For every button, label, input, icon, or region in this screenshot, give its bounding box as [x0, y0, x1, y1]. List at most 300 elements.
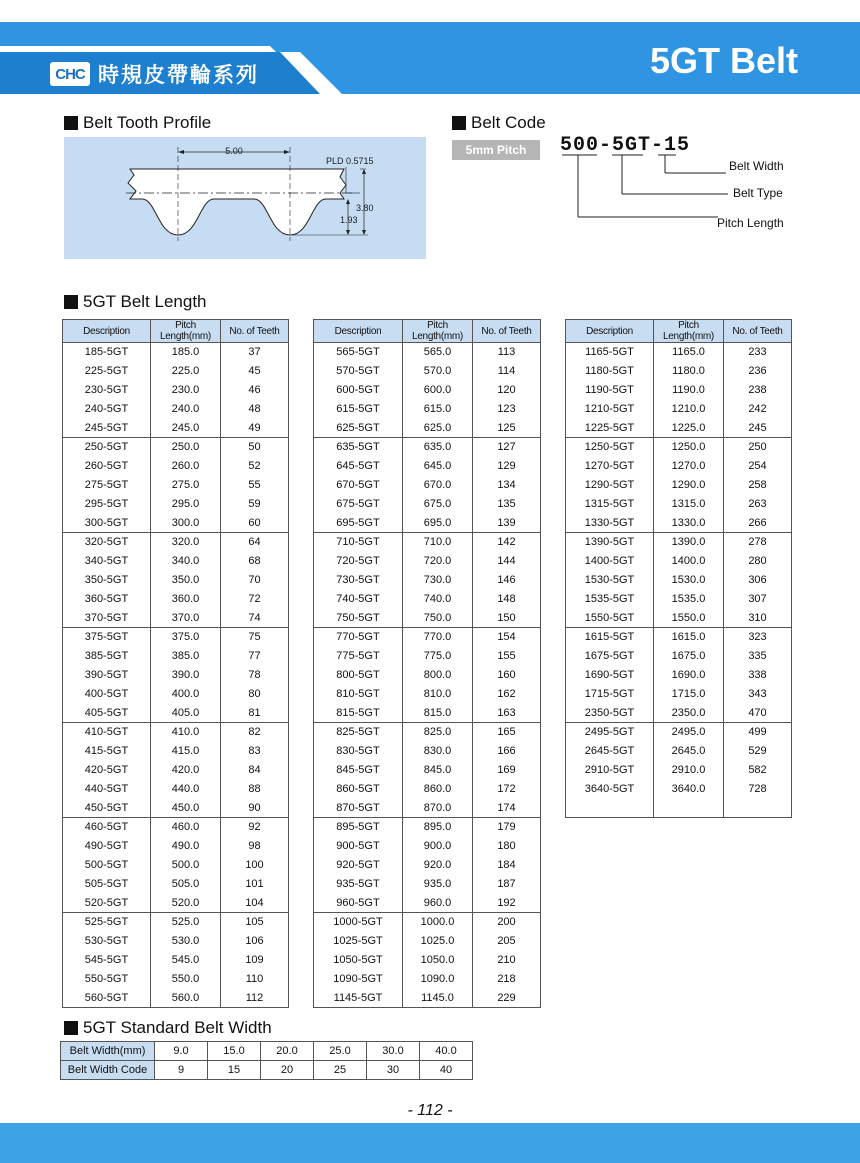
description-cell: 670-5GT	[314, 476, 403, 495]
description-cell: 740-5GT	[314, 590, 403, 609]
teeth-cell: 112	[221, 989, 289, 1008]
table-row	[566, 780, 792, 799]
pitch-length-cell: 845.0	[403, 761, 473, 780]
pitch-length-cell: 1210.0	[654, 400, 724, 419]
table-row	[63, 742, 289, 761]
pitch-length-cell: 710.0	[403, 533, 473, 552]
pitch-length-cell: 695.0	[403, 514, 473, 533]
description-cell: 245-5GT	[63, 419, 151, 438]
table-row	[314, 837, 541, 856]
table-row	[314, 970, 541, 989]
description-cell: 1250-5GT	[566, 438, 654, 457]
teeth-cell: 146	[473, 571, 541, 590]
description-cell: 1025-5GT	[314, 932, 403, 951]
table-row	[63, 419, 289, 438]
teeth-cell: 310	[724, 609, 792, 628]
table-row	[566, 799, 792, 818]
teeth-cell: 169	[473, 761, 541, 780]
heading-bullet	[452, 116, 466, 130]
description-cell: 1000-5GT	[314, 913, 403, 932]
description-cell: 615-5GT	[314, 400, 403, 419]
description-cell: 275-5GT	[63, 476, 151, 495]
table-row	[63, 552, 289, 571]
table-row	[566, 457, 792, 476]
pitch-length-cell: 625.0	[403, 419, 473, 438]
description-cell: 225-5GT	[63, 362, 151, 381]
teeth-cell: 88	[221, 780, 289, 799]
table-row	[63, 609, 289, 628]
footer-bar	[0, 1123, 860, 1163]
pitch-length-cell: 1715.0	[654, 685, 724, 704]
table-row	[314, 628, 541, 647]
description-cell: 675-5GT	[314, 495, 403, 514]
pitch-length-cell: 525.0	[151, 913, 221, 932]
table-row	[314, 761, 541, 780]
description-cell: 300-5GT	[63, 514, 151, 533]
table-row	[314, 666, 541, 685]
table-row	[566, 476, 792, 495]
pitch-length-cell: 935.0	[403, 875, 473, 894]
pitch-length-cell: 1390.0	[654, 533, 724, 552]
description-cell: 1165-5GT	[566, 343, 654, 362]
teeth-cell: 148	[473, 590, 541, 609]
table-row	[63, 932, 289, 951]
pitch-length-cell: 420.0	[151, 761, 221, 780]
col-description: Description	[566, 320, 654, 343]
table-row	[566, 742, 792, 761]
description-cell: 360-5GT	[63, 590, 151, 609]
pitch-length-cell: 675.0	[403, 495, 473, 514]
pitch-length-cell: 320.0	[151, 533, 221, 552]
width-code-cell: 20	[261, 1061, 314, 1080]
pitch-badge: 5mm Pitch	[452, 140, 540, 160]
pitch-length-cell: 400.0	[151, 685, 221, 704]
pitch-length-cell: 295.0	[151, 495, 221, 514]
pitch-length-cell: 340.0	[151, 552, 221, 571]
description-cell: 570-5GT	[314, 362, 403, 381]
description-cell: 2645-5GT	[566, 742, 654, 761]
teeth-cell: 335	[724, 647, 792, 666]
pitch-length-cell: 3640.0	[654, 780, 724, 799]
teeth-cell: 160	[473, 666, 541, 685]
table-row	[63, 343, 289, 362]
table-row	[314, 533, 541, 552]
description-cell: 340-5GT	[63, 552, 151, 571]
table-row	[63, 780, 289, 799]
description-cell: 530-5GT	[63, 932, 151, 951]
pitch-length-cell: 1615.0	[654, 628, 724, 647]
table-row	[63, 989, 289, 1008]
teeth-cell: 60	[221, 514, 289, 533]
table-row	[63, 400, 289, 419]
description-cell: 750-5GT	[314, 609, 403, 628]
table-row	[63, 894, 289, 913]
teeth-cell: 142	[473, 533, 541, 552]
teeth-cell: 106	[221, 932, 289, 951]
description-cell: 730-5GT	[314, 571, 403, 590]
table-row	[566, 647, 792, 666]
tooth-profile-diagram	[64, 137, 426, 259]
table-row	[314, 647, 541, 666]
pitch-length-cell: 350.0	[151, 571, 221, 590]
pitch-length-cell: 500.0	[151, 856, 221, 875]
page-number: - 112 -	[407, 1102, 453, 1119]
teeth-cell: 236	[724, 362, 792, 381]
teeth-cell: 250	[724, 438, 792, 457]
pitch-length-cell: 530.0	[151, 932, 221, 951]
col-description: Description	[63, 320, 151, 343]
teeth-cell: 64	[221, 533, 289, 552]
col-pitch-length: Pitch Length(mm)	[654, 320, 724, 343]
belt-type-label: Belt Type	[733, 186, 783, 200]
description-cell: 1225-5GT	[566, 419, 654, 438]
teeth-cell: 245	[724, 419, 792, 438]
table-row	[314, 913, 541, 932]
teeth-cell: 174	[473, 799, 541, 818]
teeth-cell: 52	[221, 457, 289, 476]
teeth-cell: 134	[473, 476, 541, 495]
pitch-length-cell: 1025.0	[403, 932, 473, 951]
description-cell: 390-5GT	[63, 666, 151, 685]
table-row	[63, 704, 289, 723]
table-row	[566, 685, 792, 704]
table-row	[63, 628, 289, 647]
teeth-cell: 233	[724, 343, 792, 362]
description-cell: 895-5GT	[314, 818, 403, 837]
pitch-length-cell: 815.0	[403, 704, 473, 723]
table-row	[566, 704, 792, 723]
teeth-cell: 229	[473, 989, 541, 1008]
teeth-cell: 144	[473, 552, 541, 571]
width-code-cell: 30	[367, 1061, 420, 1080]
pitch-length-cell: 275.0	[151, 476, 221, 495]
teeth-cell: 263	[724, 495, 792, 514]
tooth-profile-heading-text: Belt Tooth Profile	[83, 113, 212, 132]
pitch-length-cell: 225.0	[151, 362, 221, 381]
width-cell: 30.0	[367, 1042, 420, 1061]
description-cell: 185-5GT	[63, 343, 151, 362]
table-row	[63, 438, 289, 457]
description-cell: 1145-5GT	[314, 989, 403, 1008]
pitch-length-cell: 740.0	[403, 590, 473, 609]
table-row	[314, 419, 541, 438]
teeth-cell: 98	[221, 837, 289, 856]
table-row	[314, 875, 541, 894]
description-cell: 240-5GT	[63, 400, 151, 419]
teeth-cell: 323	[724, 628, 792, 647]
table-row	[314, 951, 541, 970]
description-cell: 350-5GT	[63, 571, 151, 590]
pitch-length-cell: 1250.0	[654, 438, 724, 457]
table-row	[314, 609, 541, 628]
table-row	[314, 685, 541, 704]
description-cell: 1615-5GT	[566, 628, 654, 647]
belt-code-heading	[452, 113, 546, 133]
belt-width-heading	[64, 1018, 272, 1038]
table-row	[314, 723, 541, 742]
teeth-cell: 258	[724, 476, 792, 495]
width-code-cell: 9	[155, 1061, 208, 1080]
teeth-cell: 150	[473, 609, 541, 628]
teeth-cell: 218	[473, 970, 541, 989]
description-cell: 935-5GT	[314, 875, 403, 894]
pitch-length-cell: 920.0	[403, 856, 473, 875]
teeth-cell: 55	[221, 476, 289, 495]
table-row	[566, 533, 792, 552]
description-cell: 695-5GT	[314, 514, 403, 533]
width-cell: 15.0	[208, 1042, 261, 1061]
table-row	[566, 343, 792, 362]
pitch-length-cell: 565.0	[403, 343, 473, 362]
belt-code-heading-text: Belt Code	[471, 113, 546, 132]
description-cell: 710-5GT	[314, 533, 403, 552]
teeth-cell: 172	[473, 780, 541, 799]
description-cell: 635-5GT	[314, 438, 403, 457]
description-cell: 1715-5GT	[566, 685, 654, 704]
pitch-length-cell: 1530.0	[654, 571, 724, 590]
teeth-cell: 529	[724, 742, 792, 761]
description-cell: 900-5GT	[314, 837, 403, 856]
teeth-cell: 45	[221, 362, 289, 381]
description-cell: 1210-5GT	[566, 400, 654, 419]
table-row	[63, 799, 289, 818]
pitch-length-cell: 1330.0	[654, 514, 724, 533]
pitch-length-cell: 245.0	[151, 419, 221, 438]
table-row	[566, 438, 792, 457]
width-cell: 40.0	[420, 1042, 473, 1061]
pitch-length-cell: 1290.0	[654, 476, 724, 495]
description-cell: 810-5GT	[314, 685, 403, 704]
pitch-length-cell: 1225.0	[654, 419, 724, 438]
table-row	[63, 875, 289, 894]
description-cell: 405-5GT	[63, 704, 151, 723]
description-cell: 560-5GT	[63, 989, 151, 1008]
pitch-length-cell: 390.0	[151, 666, 221, 685]
pitch-length-cell	[654, 799, 724, 818]
pitch-length-cell: 1400.0	[654, 552, 724, 571]
teeth-cell: 187	[473, 875, 541, 894]
teeth-cell: 210	[473, 951, 541, 970]
belt-length-heading	[64, 292, 207, 312]
description-cell: 440-5GT	[63, 780, 151, 799]
description-cell: 1675-5GT	[566, 647, 654, 666]
pitch-length-cell: 2495.0	[654, 723, 724, 742]
description-cell: 490-5GT	[63, 837, 151, 856]
width-cell: 20.0	[261, 1042, 314, 1061]
table-row	[314, 400, 541, 419]
teeth-cell: 200	[473, 913, 541, 932]
height-dimension: 3.80	[356, 203, 374, 213]
pitch-length-cell: 570.0	[403, 362, 473, 381]
belt-length-table-2	[313, 319, 541, 1008]
pitch-length-label: Pitch Length	[717, 216, 784, 230]
pitch-length-cell: 1180.0	[654, 362, 724, 381]
belt-width-heading-text: 5GT Standard Belt Width	[83, 1018, 272, 1037]
teeth-cell: 46	[221, 381, 289, 400]
pitch-length-cell: 1270.0	[654, 457, 724, 476]
table-row	[566, 723, 792, 742]
tooth-profile-drawing	[64, 137, 426, 259]
width-row	[61, 1042, 473, 1061]
table-row	[63, 362, 289, 381]
pitch-length-cell: 1165.0	[654, 343, 724, 362]
teeth-cell: 84	[221, 761, 289, 780]
col-teeth: No. of Teeth	[221, 320, 289, 343]
belt-length-table-1	[62, 319, 289, 1008]
table-row	[63, 837, 289, 856]
width-code-cell: 15	[208, 1061, 261, 1080]
table-row	[314, 552, 541, 571]
width-cell: 9.0	[155, 1042, 208, 1061]
pitch-length-cell: 1190.0	[654, 381, 724, 400]
width-code-cell: 25	[314, 1061, 367, 1080]
width-code-row	[61, 1061, 473, 1080]
teeth-cell: 101	[221, 875, 289, 894]
table-row	[566, 761, 792, 780]
description-cell: 1390-5GT	[566, 533, 654, 552]
table-row	[314, 818, 541, 837]
teeth-cell: 50	[221, 438, 289, 457]
description-cell: 260-5GT	[63, 457, 151, 476]
description-cell: 1690-5GT	[566, 666, 654, 685]
col-teeth: No. of Teeth	[473, 320, 541, 343]
teeth-cell: 238	[724, 381, 792, 400]
pitch-length-cell: 730.0	[403, 571, 473, 590]
pitch-length-cell: 670.0	[403, 476, 473, 495]
table-row	[63, 571, 289, 590]
teeth-cell: 129	[473, 457, 541, 476]
pitch-length-cell: 505.0	[151, 875, 221, 894]
table-row	[314, 590, 541, 609]
pitch-length-cell: 560.0	[151, 989, 221, 1008]
table-row	[566, 628, 792, 647]
teeth-cell: 155	[473, 647, 541, 666]
teeth-cell: 90	[221, 799, 289, 818]
description-cell: 1180-5GT	[566, 362, 654, 381]
company-logo: CHC	[50, 62, 90, 86]
table-row	[63, 761, 289, 780]
pitch-length-cell: 900.0	[403, 837, 473, 856]
teeth-cell: 104	[221, 894, 289, 913]
teeth-cell: 109	[221, 951, 289, 970]
description-cell: 770-5GT	[314, 628, 403, 647]
table-row	[566, 400, 792, 419]
teeth-cell: 72	[221, 590, 289, 609]
pitch-length-cell: 2910.0	[654, 761, 724, 780]
pitch-length-cell: 2645.0	[654, 742, 724, 761]
description-cell: 920-5GT	[314, 856, 403, 875]
teeth-cell: 307	[724, 590, 792, 609]
table-row	[566, 495, 792, 514]
description-cell: 1090-5GT	[314, 970, 403, 989]
teeth-cell: 470	[724, 704, 792, 723]
description-cell: 545-5GT	[63, 951, 151, 970]
pitch-length-cell: 770.0	[403, 628, 473, 647]
teeth-cell: 154	[473, 628, 541, 647]
pitch-length-cell: 550.0	[151, 970, 221, 989]
teeth-cell: 254	[724, 457, 792, 476]
description-cell: 375-5GT	[63, 628, 151, 647]
table-row	[63, 970, 289, 989]
belt-length-table-3	[565, 319, 792, 818]
col-pitch-length: Pitch Length(mm)	[403, 320, 473, 343]
pitch-length-cell: 750.0	[403, 609, 473, 628]
teeth-cell: 139	[473, 514, 541, 533]
teeth-cell: 179	[473, 818, 541, 837]
description-cell: 800-5GT	[314, 666, 403, 685]
belt-code-example: 500-5GT-15	[560, 134, 691, 157]
pitch-length-cell: 520.0	[151, 894, 221, 913]
description-cell: 420-5GT	[63, 761, 151, 780]
teeth-cell: 135	[473, 495, 541, 514]
table-row	[63, 685, 289, 704]
description-cell: 860-5GT	[314, 780, 403, 799]
pitch-length-cell: 1550.0	[654, 609, 724, 628]
description-cell: 830-5GT	[314, 742, 403, 761]
pitch-length-cell: 1000.0	[403, 913, 473, 932]
belt-width-label: Belt Width	[729, 159, 784, 173]
teeth-cell: 242	[724, 400, 792, 419]
description-cell: 500-5GT	[63, 856, 151, 875]
pitch-length-cell: 825.0	[403, 723, 473, 742]
teeth-cell: 83	[221, 742, 289, 761]
pitch-length-cell: 1145.0	[403, 989, 473, 1008]
heading-bullet	[64, 295, 78, 309]
teeth-cell: 75	[221, 628, 289, 647]
table-row	[314, 989, 541, 1008]
description-cell	[566, 799, 654, 818]
description-cell: 1050-5GT	[314, 951, 403, 970]
pitch-length-cell: 460.0	[151, 818, 221, 837]
description-cell: 870-5GT	[314, 799, 403, 818]
pitch-length-cell: 720.0	[403, 552, 473, 571]
teeth-cell: 162	[473, 685, 541, 704]
table-row	[314, 932, 541, 951]
table-row	[566, 609, 792, 628]
teeth-cell: 100	[221, 856, 289, 875]
table-row	[63, 818, 289, 837]
pitch-length-cell: 1535.0	[654, 590, 724, 609]
teeth-cell: 343	[724, 685, 792, 704]
table-row	[63, 723, 289, 742]
pitch-length-cell: 2350.0	[654, 704, 724, 723]
table-row	[566, 362, 792, 381]
table-row	[63, 533, 289, 552]
pitch-length-cell: 615.0	[403, 400, 473, 419]
description-cell: 525-5GT	[63, 913, 151, 932]
teeth-cell: 92	[221, 818, 289, 837]
pitch-length-cell: 775.0	[403, 647, 473, 666]
tooth-dimension: 1.93	[340, 215, 358, 225]
pitch-length-cell: 1090.0	[403, 970, 473, 989]
teeth-cell: 82	[221, 723, 289, 742]
description-cell: 385-5GT	[63, 647, 151, 666]
description-cell: 1530-5GT	[566, 571, 654, 590]
table-row	[314, 856, 541, 875]
teeth-cell: 180	[473, 837, 541, 856]
teeth-cell: 110	[221, 970, 289, 989]
table-row	[314, 343, 541, 362]
table-row	[63, 457, 289, 476]
page-title: 5GT Belt	[649, 40, 798, 81]
teeth-cell: 582	[724, 761, 792, 780]
table-row	[314, 381, 541, 400]
col-description: Description	[314, 320, 403, 343]
teeth-cell: 163	[473, 704, 541, 723]
belt-length-heading-text: 5GT Belt Length	[83, 292, 207, 311]
pitch-length-cell: 300.0	[151, 514, 221, 533]
teeth-cell: 48	[221, 400, 289, 419]
